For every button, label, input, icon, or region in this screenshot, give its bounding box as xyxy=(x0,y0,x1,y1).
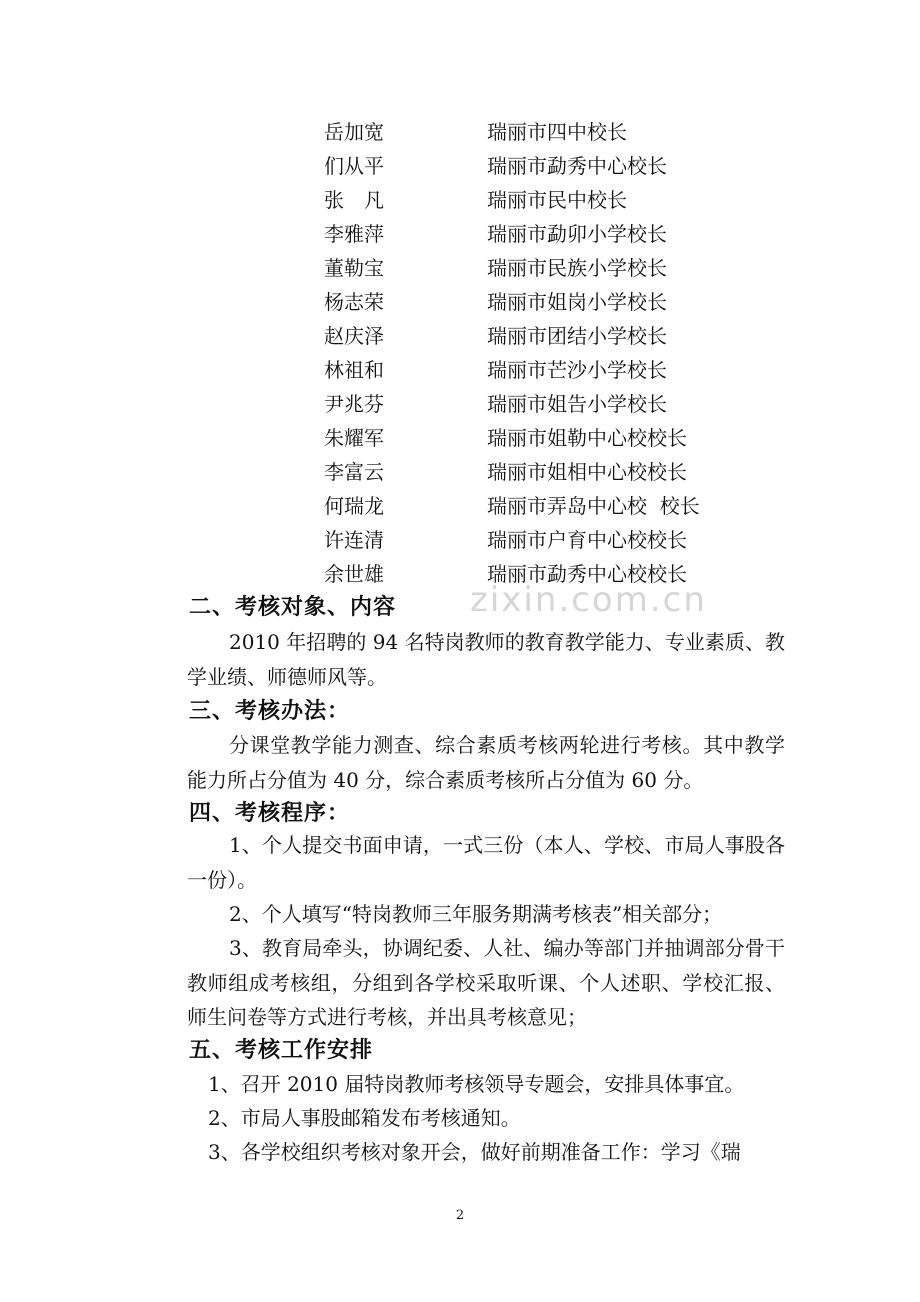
member-title: 瑞丽市勐秀中心校校长 xyxy=(487,562,687,586)
member-name: 李富云 xyxy=(324,460,384,484)
member-title: 瑞丽市民族小学校长 xyxy=(487,256,667,280)
member-name: 们从平 xyxy=(324,154,384,178)
roster-row xyxy=(324,557,804,591)
member-title: 瑞丽市勐卯小学校长 xyxy=(487,222,667,246)
section-heading-method: 三、考核办法： xyxy=(189,699,351,724)
member-title: 瑞丽市团结小学校长 xyxy=(487,324,667,348)
procedure-item: 1、个人提交书面申请，一式三份（本人、学校、市局人事股各一份）。 xyxy=(187,833,785,892)
member-title: 瑞丽市姐相中心校校长 xyxy=(487,460,687,484)
section-heading-procedure: 四、考核程序： xyxy=(189,801,351,826)
roster-row xyxy=(324,455,804,489)
schedule-item: 1、召开 2010 届特岗教师考核领导专题会，安排具体事宜。 xyxy=(208,1072,745,1096)
roster-row xyxy=(324,353,804,387)
roster-row xyxy=(324,183,804,217)
member-name: 董勒宝 xyxy=(324,256,384,280)
member-name: 朱耀军 xyxy=(324,426,384,450)
member-name: 李雅萍 xyxy=(324,222,384,246)
schedule-item: 2、市局人事股邮箱发布考核通知。 xyxy=(208,1106,521,1130)
procedure-item: 2、个人填写“特岗教师三年服务期满考核表”相关部分； xyxy=(229,902,723,926)
watermark: zixin.com.cn xyxy=(470,580,707,620)
member-title: 瑞丽市弄岛中心校 校长 xyxy=(487,494,700,518)
member-name: 余世雄 xyxy=(324,562,384,586)
procedure-item: 3、教育局牵头，协调纪委、人社、编办等部门并抽调部分骨干教师组成考核组，分组到各学校采取听课、个人述职、学校汇报、师生问卷等方式进行考核，并出具考核意见； xyxy=(187,936,785,1029)
member-roster xyxy=(324,115,804,591)
member-title: 瑞丽市勐秀中心校长 xyxy=(487,154,667,178)
member-title: 瑞丽市姐勒中心校校长 xyxy=(487,426,687,450)
member-title: 瑞丽市户育中心校校长 xyxy=(487,528,687,552)
member-name: 岳加宽 xyxy=(324,120,384,144)
section-heading-targets: 二、考核对象、内容 xyxy=(189,595,397,620)
member-title: 瑞丽市民中校长 xyxy=(487,188,627,212)
member-name: 张 凡 xyxy=(324,188,384,212)
member-title: 瑞丽市四中校长 xyxy=(487,120,627,144)
member-name: 赵庆泽 xyxy=(324,324,384,348)
roster-row xyxy=(324,421,804,455)
roster-row xyxy=(324,115,804,149)
roster-row xyxy=(324,523,804,557)
section-heading-schedule: 五、考核工作安排 xyxy=(189,1038,374,1063)
roster-row xyxy=(324,149,804,183)
page-number: 2 xyxy=(455,1208,465,1223)
roster-row xyxy=(324,217,804,251)
member-title: 瑞丽市姐告小学校长 xyxy=(487,392,667,416)
member-title: 瑞丽市姐岗小学校长 xyxy=(487,290,667,314)
member-name: 何瑞龙 xyxy=(324,494,384,518)
member-title: 瑞丽市芒沙小学校长 xyxy=(487,358,667,382)
member-name: 许连清 xyxy=(324,528,384,552)
roster-row xyxy=(324,319,804,353)
section-text-targets: 2010 年招聘的 94 名特岗教师的教育教学能力、专业素质、教学业绩、师德师风等。 xyxy=(187,630,785,689)
member-name: 林祖和 xyxy=(324,358,384,382)
member-name: 尹兆芬 xyxy=(324,392,384,416)
roster-row xyxy=(324,285,804,319)
member-name: 杨志荣 xyxy=(324,290,384,314)
roster-row xyxy=(324,489,804,523)
schedule-item: 3、各学校组织考核对象开会，做好前期准备工作：学习《瑞 xyxy=(208,1140,741,1164)
roster-row xyxy=(324,251,804,285)
section-text-method: 分课堂教学能力测查、综合素质考核两轮进行考核。其中教学能力所占分值为 40 分，综合素质考核所占分值为 60 分。 xyxy=(187,733,785,792)
roster-row xyxy=(324,387,804,421)
